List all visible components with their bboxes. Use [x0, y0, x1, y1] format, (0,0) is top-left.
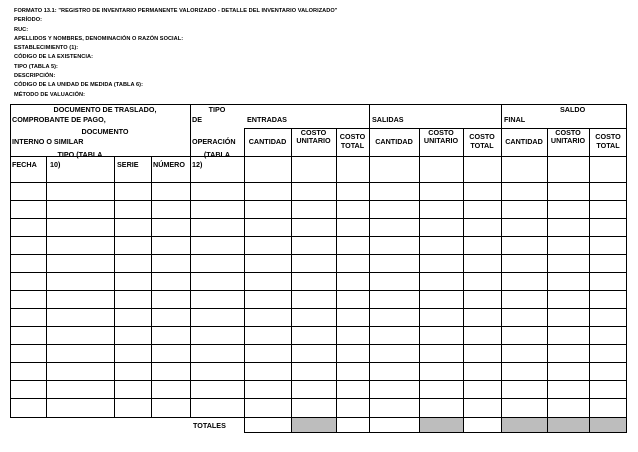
salidas-costo-unitario-1: COSTO	[428, 128, 454, 137]
row-line	[10, 182, 627, 183]
total-saldo-cantidad	[501, 417, 548, 433]
entradas-header: ENTRADAS	[247, 115, 287, 124]
entradas-costo-total-1: COSTO	[339, 132, 366, 141]
format-title: FORMATO 13.1: "REGISTRO DE INVENTARIO PERMANENTE VALORIZADO - DETALLE DEL INVENTARIO VALORIZADO"	[14, 8, 338, 14]
entradas-cantidad: CANTIDAD	[248, 137, 287, 146]
ruc-label: RUC:	[14, 26, 29, 33]
total-salidas-cantidad	[369, 417, 420, 433]
salidas-costo-total-1: COSTO	[469, 132, 495, 141]
tipo-op-4: (TABLA	[203, 150, 231, 159]
tipo-op-3: OPERACIÓN	[192, 137, 236, 146]
codigo-existencia-label: CÓDIGO DE LA EXISTENCIA:	[14, 54, 93, 61]
establecimiento-label: ESTABLECIMIENTO (1):	[14, 45, 79, 52]
col-line	[547, 128, 548, 432]
saldo-costo-total-2: TOTAL	[596, 141, 620, 150]
numero-header: NÚMERO	[153, 160, 185, 169]
fecha-header: FECHA	[12, 160, 37, 169]
row-line	[10, 380, 627, 381]
descripcion-label: DESCRIPCIÓN:	[14, 73, 56, 80]
tipo-label: TIPO (TABLA 5):	[14, 63, 58, 70]
row-line	[10, 290, 627, 291]
saldo-header-2: FINAL	[504, 115, 526, 124]
periodo-label: PERÍODO:	[14, 17, 43, 24]
doc-title-1: DOCUMENTO DE TRASLADO,	[53, 105, 157, 114]
report-header	[14, 7, 624, 100]
razon-social-label: APELLIDOS Y NOMBRES, DENOMINACIÓN O RAZÓN SOCIAL:	[14, 35, 184, 42]
col-line	[463, 128, 464, 432]
total-salidas-costo-total	[463, 417, 502, 433]
row-line	[10, 272, 627, 273]
metodo-valuacion-label: MÉTODO DE VALUACIÓN:	[14, 91, 86, 98]
saldo-header-1: SALDO	[560, 105, 586, 114]
col-line	[244, 128, 245, 432]
entradas-costo-unitario-2: UNITARIO	[296, 136, 331, 145]
saldo-costo-unitario-1: COSTO	[555, 128, 581, 137]
total-saldo-costo-total	[589, 417, 627, 433]
salidas-header: SALIDAS	[372, 115, 404, 124]
col-line	[589, 128, 590, 432]
salidas-cantidad: CANTIDAD	[375, 137, 413, 146]
col-line	[501, 104, 502, 432]
tipo-op-2: DE	[192, 115, 202, 124]
tipo-op-1: TIPO	[208, 105, 226, 114]
totales-label: TOTALES	[193, 421, 226, 430]
col-line	[419, 128, 420, 432]
doc-title-2: COMPROBANTE DE PAGO,	[12, 115, 106, 124]
tipo-tabla-header-2: 10)	[50, 160, 61, 169]
col-line	[46, 156, 47, 418]
col-line	[369, 104, 370, 432]
col-line	[151, 156, 152, 418]
saldo-costo-total-1: COSTO	[595, 132, 621, 141]
row-line	[10, 362, 627, 363]
row-line	[10, 308, 627, 309]
codigo-unidad-label: CÓDIGO DE LA UNIDAD DE MEDIDA (TABLA 6):	[14, 82, 143, 89]
total-salidas-costo-unitario	[419, 417, 464, 433]
saldo-costo-unitario-2: UNITARIO	[550, 136, 586, 145]
doc-title-4: INTERNO O SIMILAR	[12, 137, 84, 146]
row-line	[10, 326, 627, 327]
doc-title-3: DOCUMENTO	[81, 127, 129, 136]
row-line	[10, 344, 627, 345]
salidas-costo-unitario-2: UNITARIO	[423, 136, 459, 145]
salidas-costo-total-2: TOTAL	[470, 141, 494, 150]
total-saldo-costo-unitario	[547, 417, 590, 433]
tipo-tabla-header-1: TIPO (TABLA	[57, 150, 103, 159]
inventory-table	[10, 104, 627, 432]
row-line	[10, 398, 627, 399]
col-line	[190, 104, 191, 418]
row-line	[10, 200, 627, 201]
saldo-cantidad: CANTIDAD	[505, 137, 543, 146]
col-line	[114, 156, 115, 418]
total-entradas-costo-unitario	[291, 417, 337, 433]
total-entradas-cantidad	[244, 417, 292, 433]
row-line	[10, 218, 627, 219]
total-entradas-costo-total	[336, 417, 370, 433]
row-line	[10, 236, 627, 237]
row-line	[10, 254, 627, 255]
entradas-costo-total-2: TOTAL	[340, 141, 365, 150]
entradas-costo-unitario-1: COSTO	[300, 128, 327, 137]
serie-header: SERIE	[117, 160, 139, 169]
tipo-op-5: 12)	[192, 160, 203, 169]
col-line	[336, 128, 337, 432]
col-line	[291, 128, 292, 432]
